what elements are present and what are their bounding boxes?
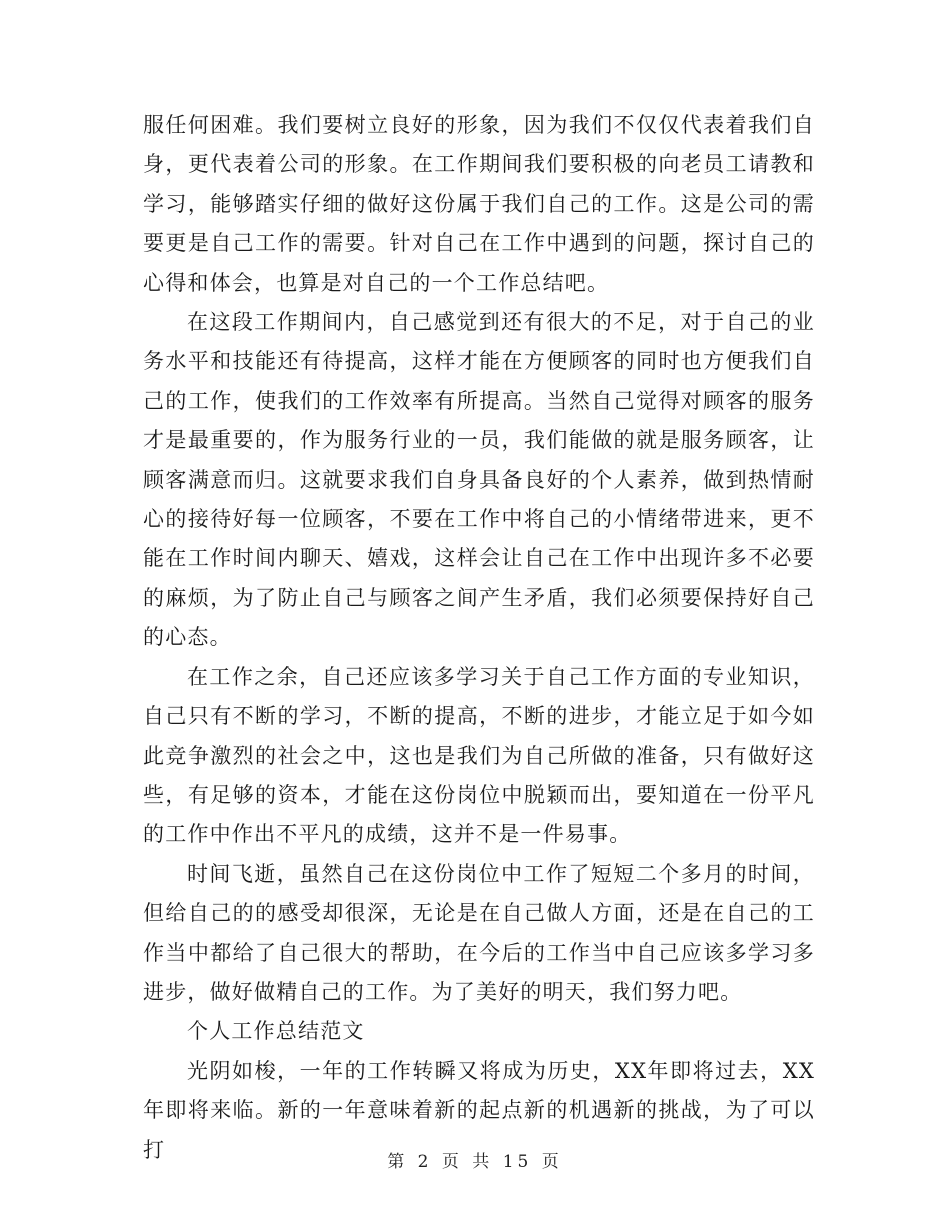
page-number-footer: 第 2 页 共 15 页 xyxy=(387,1152,563,1172)
paragraph-1: 服任何困难。我们要树立良好的形象，因为我们不仅仅代表着我们自身，更代表着公司的形象。在工作期间我们要积极的向老员工请教和学习，能够踏实仔细的做好这份属于我们自己的工作。这是公司的需要更是自己工作的需要。针对自己在工作中遇到的问题，探讨自己的心得和体会，也算是对自己的一个工作总结吧。 xyxy=(143,113,815,295)
paragraph-4: 时间飞逝，虽然自己在这份岗位中工作了短短二个多月的时间，但给自己的的感受却很深，无论是在自己做人方面，还是在自己的工作当中都给了自己很大的帮助，在今后的工作当中自己应该多学习多进步，做好做精自己的工作。为了美好的明天，我们努力吧。 xyxy=(143,861,815,1004)
document-body xyxy=(143,106,815,1170)
paragraph-2: 在这段工作期间内，自己感觉到还有很大的不足，对于自己的业务水平和技能还有待提高，这样才能在方便顾客的同时也方便我们自己的工作，使我们的工作效率有所提高。当然自己觉得对顾客的服务才是最重要的，作为服务行业的一员，我们能做的就是服务顾客，让顾客满意而归。这就要求我们自身具备良好的个人素养，做到热情耐心的接待好每一位顾客，不要在工作中将自己的小情绪带进来，更不能在工作时间内聊天、嬉戏，这样会让自己在工作中出现许多不必要的麻烦，为了防止自己与顾客之间产生矛盾，我们必须要保持好自己的心态。 xyxy=(143,310,815,650)
paragraph-5: 光阴如梭，一年的工作转瞬又将成为历史，XX年即将过去，XX年即将来临。新的一年意味着新的起点新的机遇新的挑战，为了可以打 xyxy=(143,1058,815,1162)
paragraph-3: 在工作之余，自己还应该多学习关于自己工作方面的专业知识，自己只有不断的学习，不断的提高，不断的进步，才能立足于如今如此竞争激烈的社会之中，这也是我们为自己所做的准备，只有做好这些，有足够的资本，才能在这份岗位中脱颖而出，要知道在一份平凡的工作中作出不平凡的成绩，这并不是一件易事。 xyxy=(143,664,815,847)
section-heading: 个人工作总结范文 xyxy=(187,1019,365,1044)
